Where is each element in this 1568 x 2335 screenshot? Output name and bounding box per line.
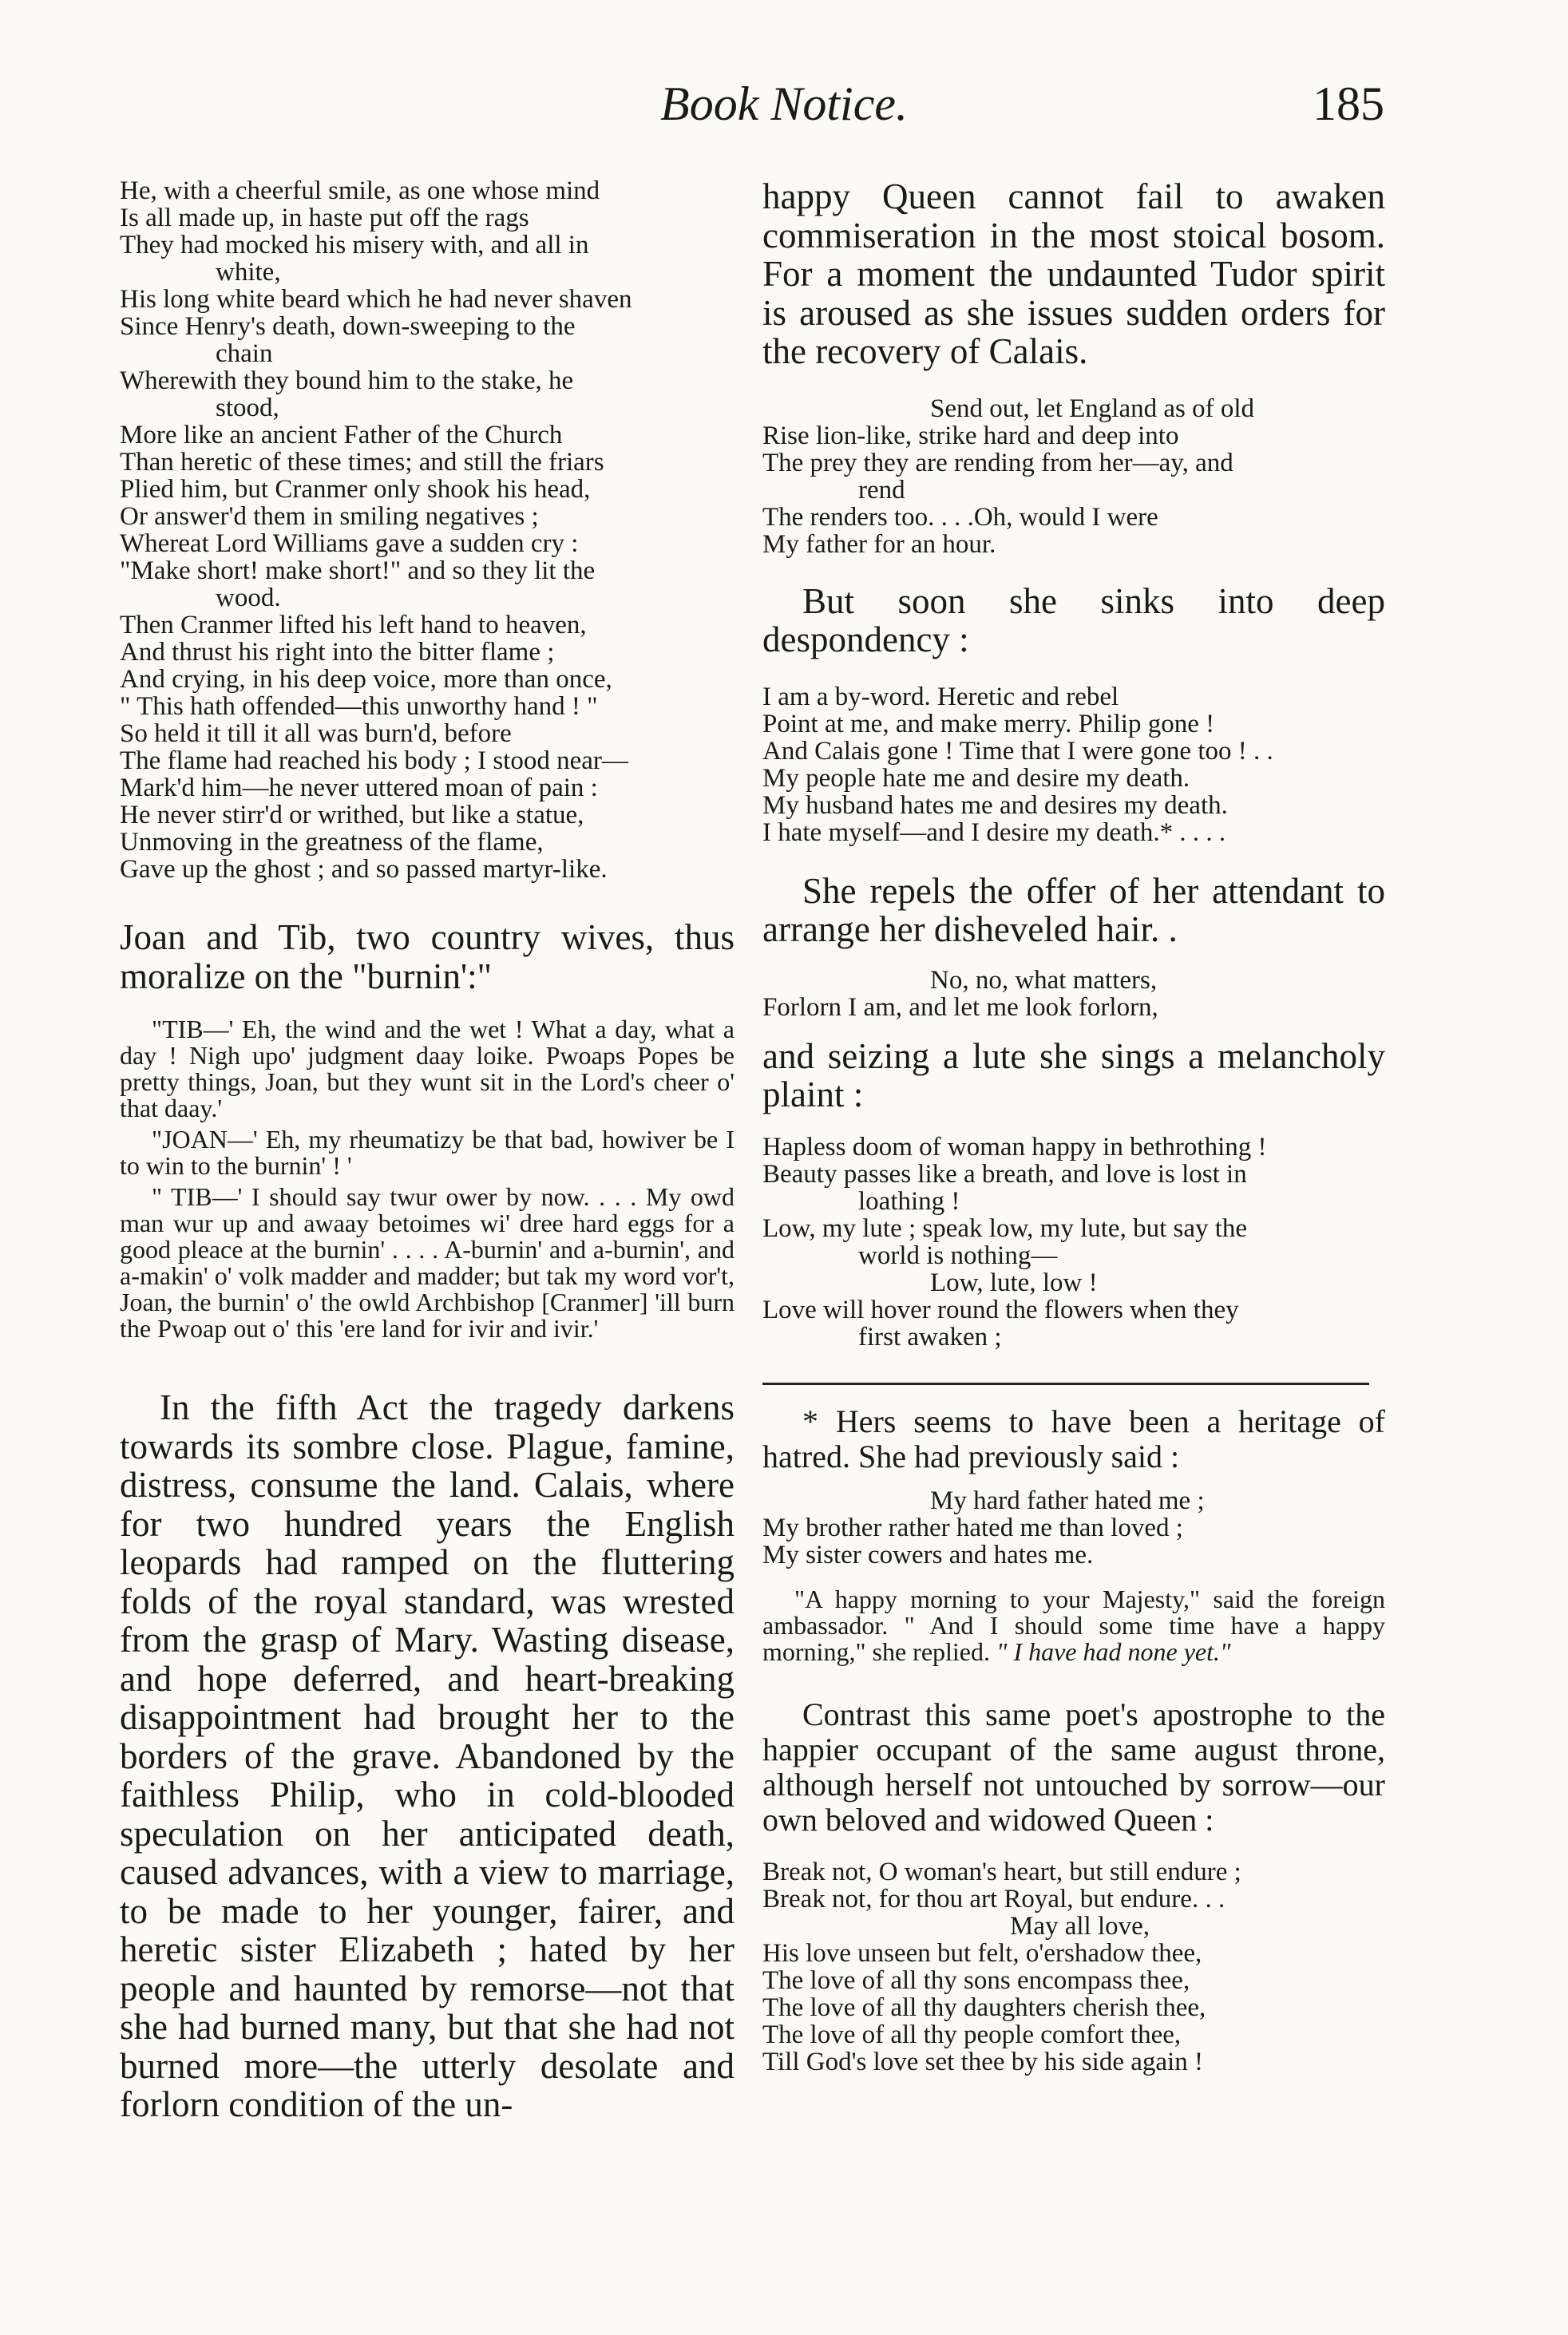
calais-verse: [762, 395, 1385, 558]
verse-line: More like an ancient Father of the Church: [120, 421, 563, 449]
verse-line: Low, my lute ; speak low, my lute, but say the: [762, 1213, 1248, 1243]
verse-line: They had mocked his misery with, and all in: [120, 231, 589, 259]
verse-line: And crying, in his deep voice, more than once,: [120, 665, 612, 694]
dialogue-joan: "JOAN—' Eh, my rheumatizy be that bad, howiver be I to win to the burnin' ! ': [120, 1125, 735, 1180]
dialogue-tib-2: " TIB—' I should say twur ower by now. . . . My owd man wur up and awaay betoimes wi' dree hard eggs for a good pleace at the burnin' . . . . A-burnin' and a-burnin', and a-makin' o' volk madder and madder; but tak my word vor't, Joan, the burnin' o' the owld Archbishop [Cranmer] 'ill burn the Pwoap out o' this 'ere land for ivir and ivir.': [120, 1182, 735, 1343]
verse-line: Hapless doom of woman happy in bethrothing !: [762, 1132, 1267, 1162]
contrast-paragraph: Contrast this same poet's apostrophe to the happier occupant of the same august throne, although herself not untouched by sorrow—our own beloved and widowed Queen :: [762, 1696, 1385, 1838]
verse-line: His love unseen but felt, o'ershadow thee,: [762, 1938, 1202, 1968]
joan-tib-paragraph: Joan and Tib, two country wives, thus moralize on the "burnin':": [120, 917, 735, 996]
verse-line: Plied him, but Cranmer only shook his head,: [120, 475, 591, 504]
footnote-quote-plain: "A happy morning to your Majesty," said the foreign ambassador. " And I should some time have a happy morning," she replied.: [762, 1584, 1385, 1666]
fifth-act-paragraph: In the fifth Act the tragedy darkens towards its sombre close. Plague, famine, distress, consume the land. Calais, where for two hundred years the English leopards had ramped on the fluttering folds of the royal standard, was wrested from the grasp of Mary. Wasting disease, and hope deferred, and heart-breaking disappointment had brought her to the borders of the grave. Abandoned by the faithless Philip, who in cold-blooded speculation on her anticipated death, caused advances, with a view to marriage, to be made to her younger, fairer, and heretic sister Elizabeth ; hated by her people and haunted by remorse—not that she had burned many, but that she had not burned more—the utterly desolate and forlorn condition of the un-: [120, 1387, 735, 2124]
verse-line: My people hate me and desire my death.: [762, 763, 1190, 793]
verse-line: "Make short! make short!" and so they lit the: [120, 556, 596, 585]
verse-line: white,: [216, 258, 281, 287]
right-column: [762, 177, 1385, 2076]
verse-line: My husband hates me and desires my death.: [762, 790, 1228, 820]
verse-line: Till God's love set thee by his side again !: [762, 2047, 1203, 2076]
hair-paragraph: She repels the offer of her attendant to arrange her disheveled hair. .: [762, 870, 1385, 949]
verse-line: My sister cowers and hates me.: [762, 1540, 1094, 1569]
verse-line: No, no, what matters,: [930, 965, 1158, 995]
verse-line: So held it till it all was burn'd, before: [120, 719, 512, 748]
queen-paragraph: happy Queen cannot fail to awaken commiseration in the most stoical bosom. For a moment the undaunted Tudor spirit is aroused as she issues sudden orders for the recovery of Calais.: [762, 176, 1385, 371]
verse-line: Mark'd him—he never uttered moan of pain :: [120, 774, 598, 802]
verse-line: He, with a cheerful smile, as one whose mind: [120, 176, 600, 205]
verse-line: The prey they are rending from her—ay, and: [762, 448, 1233, 477]
lute-paragraph: and seizing a lute she sings a melancholy plaint :: [762, 1035, 1385, 1114]
verse-line: Break not, for thou art Royal, but endure. . .: [762, 1884, 1225, 1914]
verse-line: Gave up the ghost ; and so passed martyr-like.: [120, 855, 608, 884]
verse-line: Beauty passes like a breath, and love is lost in: [762, 1159, 1247, 1189]
left-column: [120, 177, 735, 2124]
verse-line: The love of all thy daughters cherish thee,: [762, 1993, 1206, 2022]
footnote-rule: [762, 1383, 1369, 1385]
queen-victoria-verse: [762, 1858, 1385, 2076]
forlorn-verse: [762, 967, 1385, 1021]
verse-line: first awaken ;: [858, 1322, 1002, 1352]
verse-line: I hate myself—and I desire my death.* . . . .: [762, 817, 1226, 847]
verse-line: Love will hover round the flowers when they: [762, 1295, 1239, 1324]
lute-song-verse: [762, 1134, 1385, 1351]
verse-line: My hard father hated me ;: [930, 1486, 1205, 1515]
footnote-intro: * Hers seems to have been a heritage of hatred. She had previously said :: [762, 1403, 1385, 1474]
verse-line: Send out, let England as of old: [930, 394, 1255, 423]
byword-verse: [762, 683, 1385, 846]
verse-line: world is nothing—: [858, 1241, 1058, 1270]
verse-line: His long white beard which he had never shaven: [120, 285, 632, 314]
verse-line: May all love,: [1010, 1911, 1150, 1941]
verse-line: The flame had reached his body ; I stood near—: [120, 746, 628, 775]
verse-line: Break not, O woman's heart, but still endure ;: [762, 1857, 1241, 1886]
verse-line: chain: [216, 339, 273, 368]
verse-line: Wherewith they bound him to the stake, he: [120, 366, 574, 395]
verse-line: My father for an hour.: [762, 529, 996, 559]
verse-line: The love of all thy people comfort thee,: [762, 2020, 1182, 2049]
footnote-quote: [762, 1586, 1385, 1665]
verse-line: stood,: [216, 394, 279, 422]
verse-line: And thrust his right into the bitter flame ;: [120, 638, 555, 667]
verse-line: Is all made up, in haste put off the rags: [120, 204, 529, 232]
verse-line: Whereat Lord Williams gave a sudden cry :: [120, 529, 579, 558]
dialogue-tib-1: "TIB—' Eh, the wind and the wet ! What a day, what a day ! Nigh upo' judgment daay loike. Pwoaps Popes be pretty things, Joan, but they wunt sit in the Lord's cheer o' that daay.': [120, 1015, 735, 1122]
verse-line: He never stirr'd or writhed, but like a statue,: [120, 801, 584, 829]
verse-line: Rise lion-like, strike hard and deep into: [762, 421, 1179, 450]
verse-line: Then Cranmer lifted his left hand to heaven,: [120, 611, 587, 639]
verse-line: Than heretic of these times; and still the friars: [120, 448, 604, 477]
verse-line: I am a by-word. Heretic and rebel: [762, 682, 1119, 711]
verse-line: And Calais gone ! Time that I were gone too ! . .: [762, 736, 1273, 766]
page-header: [0, 77, 1568, 140]
verse-line: Unmoving in the greatness of the flame,: [120, 828, 544, 857]
verse-line: rend: [858, 475, 905, 505]
footnote-quote-italic: " I have had none yet.": [996, 1636, 1231, 1666]
verse-line: Or answer'd them in smiling negatives ;: [120, 502, 539, 531]
despondency-paragraph: But soon she sinks into deep despondency :: [762, 580, 1385, 659]
verse-line: The renders too. . . .Oh, would I were: [762, 502, 1158, 532]
verse-line: loathing !: [858, 1186, 960, 1216]
footnote-verse: [762, 1487, 1385, 1569]
verse-line: wood.: [216, 584, 281, 612]
verse-line: Forlorn I am, and let me look forlorn,: [762, 992, 1158, 1022]
verse-line: Since Henry's death, down-sweeping to the: [120, 312, 576, 341]
verse-line: The love of all thy sons encompass thee,: [762, 1965, 1190, 1995]
verse-line: Point at me, and make merry. Philip gone !: [762, 709, 1215, 738]
running-title: Book Notice.: [660, 77, 908, 130]
verse-line: Low, lute, low !: [930, 1268, 1098, 1297]
page-number: 185: [1313, 77, 1384, 130]
verse-line: My brother rather hated me than loved ;: [762, 1513, 1183, 1542]
dialogue-block: [120, 1016, 735, 1342]
verse-line: " This hath offended—this unworthy hand ! ": [120, 692, 598, 721]
cranmer-verse: [120, 177, 735, 883]
